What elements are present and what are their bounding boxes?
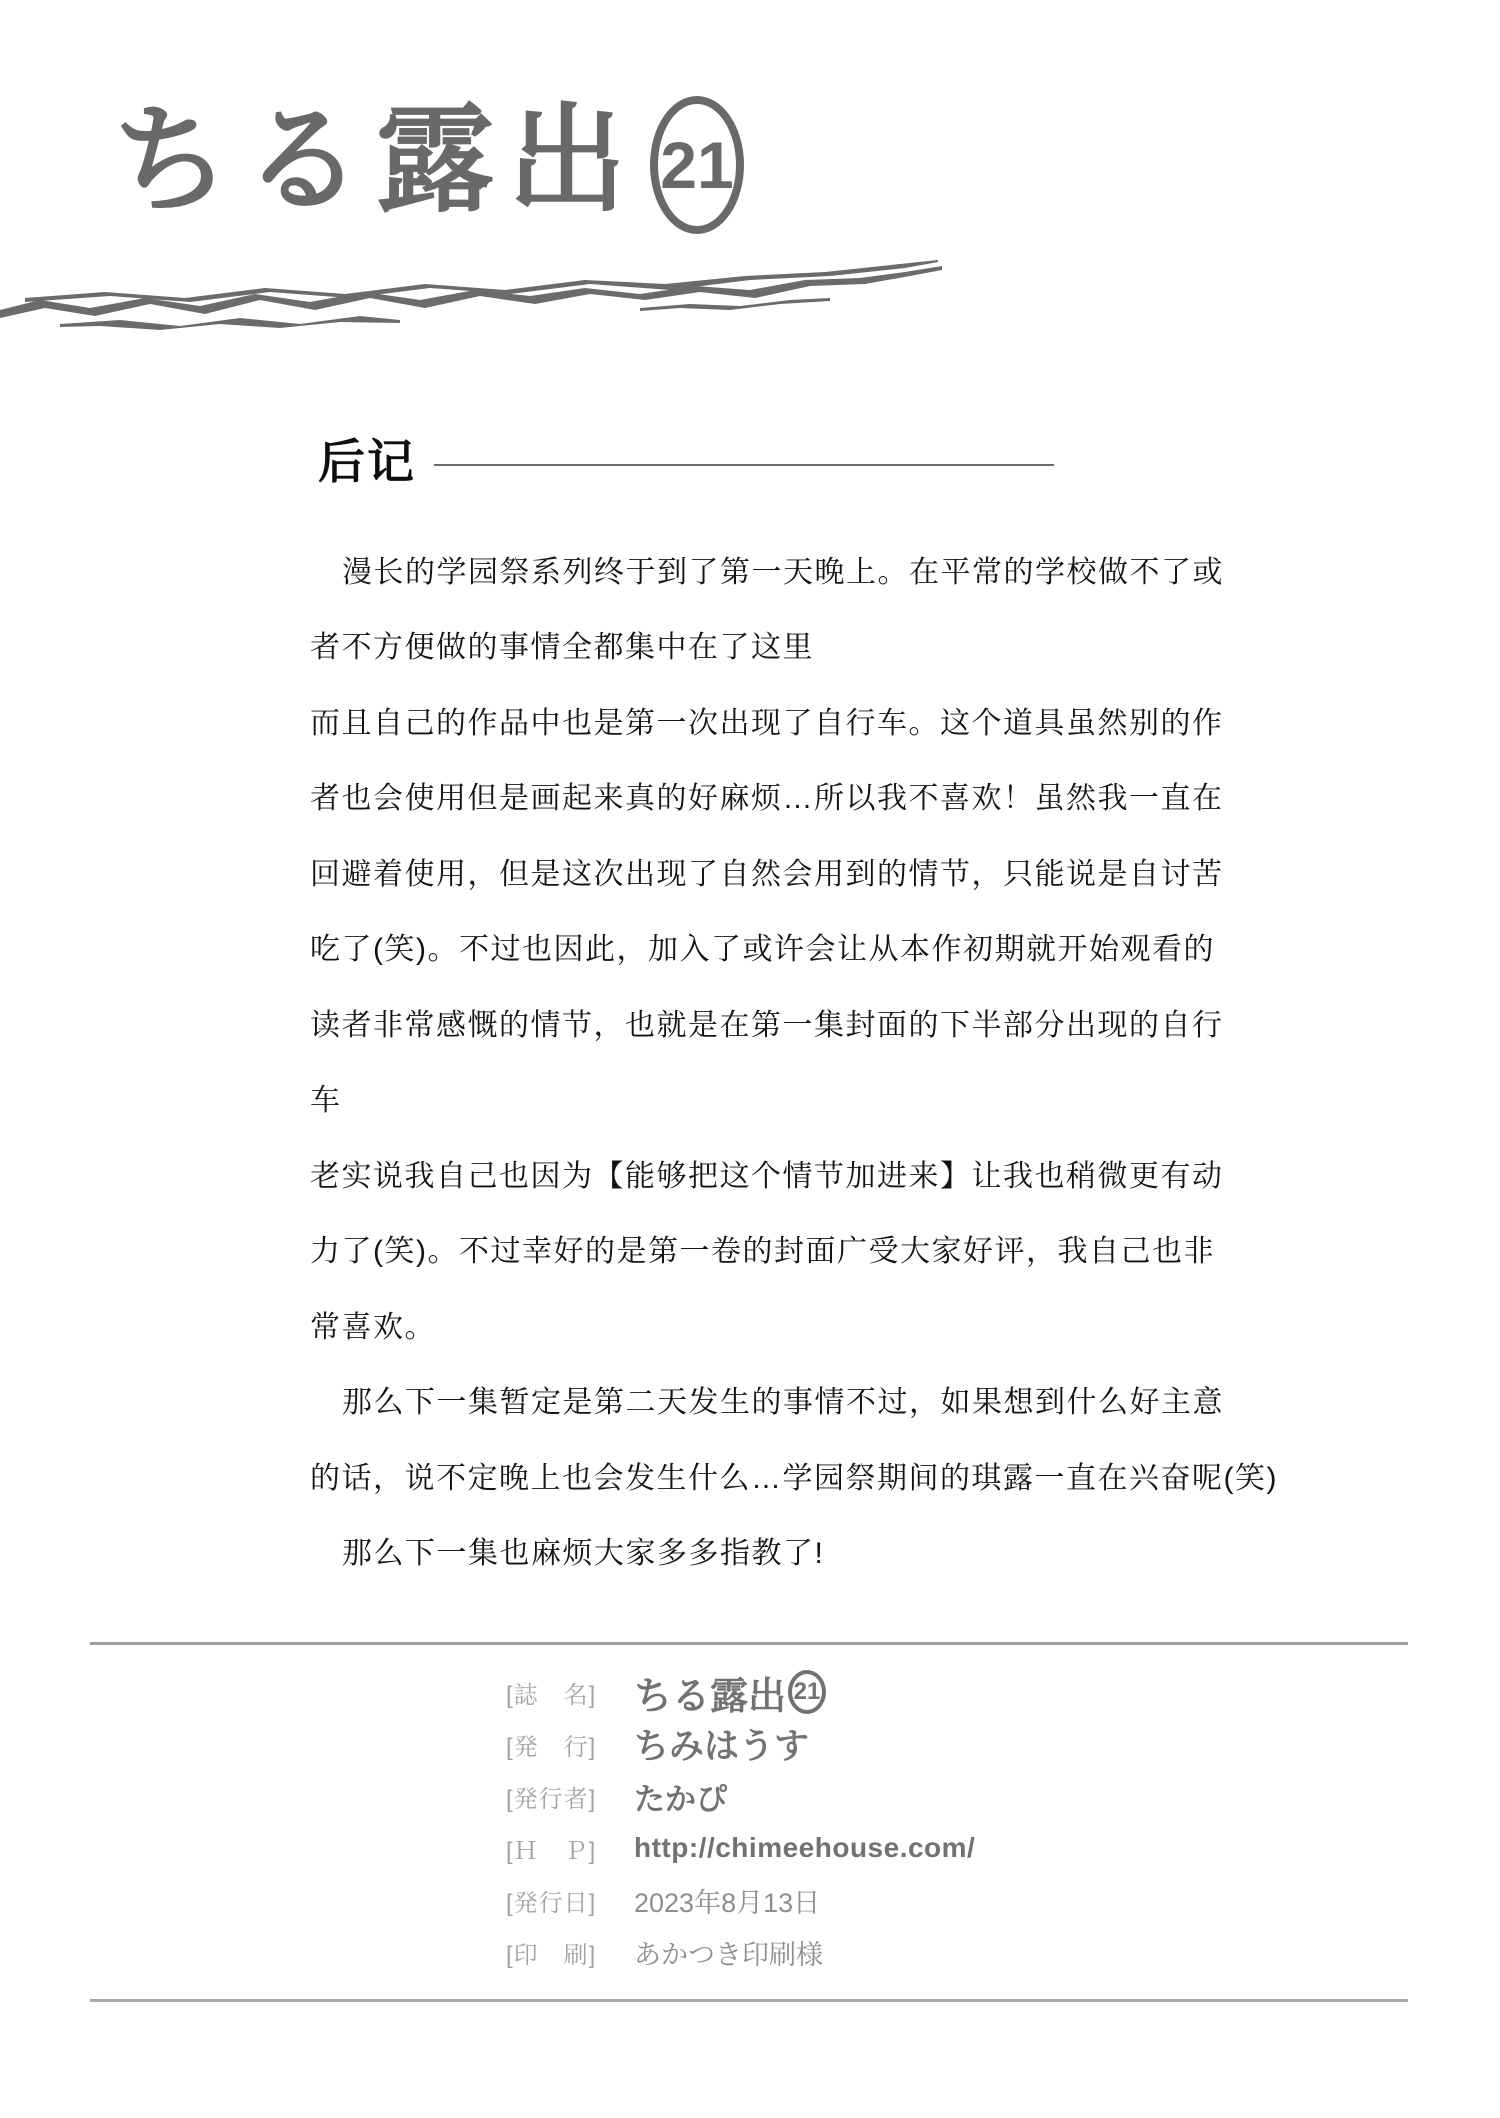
volume-number-text: 21 <box>660 128 734 202</box>
colophon-row-date <box>506 1874 975 1926</box>
afterword-line: 而且自己的作品中也是第一次出现了自行车。这个道具虽然别的作 <box>310 706 1224 740</box>
colophon-label: [印 刷] <box>506 1941 597 1969</box>
afterword-line: 那么下一集也麻烦大家多多指教了! <box>342 1537 825 1571</box>
colophon <box>506 1666 975 1978</box>
colophon-value: たかぴ <box>634 1781 727 1817</box>
volume-number-text-small: 21 <box>793 1678 821 1705</box>
colophon-value: あかつき印刷様 <box>634 1939 823 1970</box>
colophon-label: [Ｈ Ｐ] <box>506 1837 597 1865</box>
afterword-body <box>310 531 1278 1588</box>
afterword-line: 吃了(笑)。不过也因此，加入了或许会让从本作初期就开始观看的 <box>310 933 1215 967</box>
heading-rule <box>434 464 1054 466</box>
colophon-row-publisher <box>506 1718 975 1770</box>
afterword-line: 那么下一集暂定是第二天发生的事情不过，如果想到什么好主意 <box>342 1386 1224 1420</box>
circled-volume-number <box>650 96 744 234</box>
colophon-label: [発行者] <box>506 1785 597 1813</box>
colophon-bottom-divider <box>90 1999 1408 2002</box>
colophon-row-title <box>506 1666 975 1718</box>
circled-volume-number-small <box>788 1670 826 1714</box>
colophon-title-text: ちる露出 <box>634 1675 787 1718</box>
afterword-line: 者不方便做的事情全都集中在了这里 <box>310 631 814 665</box>
colophon-url-text: http://chimeehouse.com/ <box>634 1832 976 1863</box>
doujin-title <box>112 88 744 234</box>
afterword-line: 老实说我自己也因为【能够把这个情节加进来】让我也稍微更有动 <box>310 1159 1224 1193</box>
afterword-line: 读者非常感慨的情节，也就是在第一集封面的下半部分出现的自行 <box>310 1008 1224 1042</box>
afterword-line: 者也会使用但是画起来真的好麻烦…所以我不喜欢！虽然我一直在 <box>310 782 1224 816</box>
colophon-row-homepage <box>506 1822 975 1874</box>
afterword-line: 车 <box>310 1084 342 1118</box>
afterword-line: 的话，说不定晚上也会发生什么…学园祭期间的琪露一直在兴奋呢(笑) <box>310 1461 1278 1495</box>
afterword-heading: 后记 <box>318 435 416 488</box>
colophon-label: [発 行] <box>506 1733 597 1761</box>
colophon-label: [発行日] <box>506 1889 597 1917</box>
colophon-value: ちみはうす <box>634 1727 810 1766</box>
afterword-line: 常喜欢。 <box>310 1310 436 1344</box>
afterword-line: 力了(笑)。不过幸好的是第一卷的封面广受大家好评，我自己也非 <box>310 1235 1215 1269</box>
afterword-line: 回避着使用，但是这次出现了自然会用到的情节，只能说是自讨苦 <box>310 857 1224 891</box>
colophon-row-author <box>506 1770 975 1822</box>
afterword-heading-row <box>318 436 1054 488</box>
colophon-row-printer <box>506 1926 975 1978</box>
title-series-text: ちる露出 <box>112 95 641 227</box>
colophon-top-divider <box>90 1642 1408 1645</box>
colophon-label: [誌 名] <box>506 1681 597 1709</box>
afterword-line: 漫长的学园祭系列终于到了第一天晚上。在平常的学校做不了或 <box>342 555 1224 589</box>
colophon-value <box>634 1665 826 1720</box>
colophon-value: 2023年8月13日 <box>634 1887 821 1918</box>
brush-stroke-decoration <box>0 248 945 338</box>
